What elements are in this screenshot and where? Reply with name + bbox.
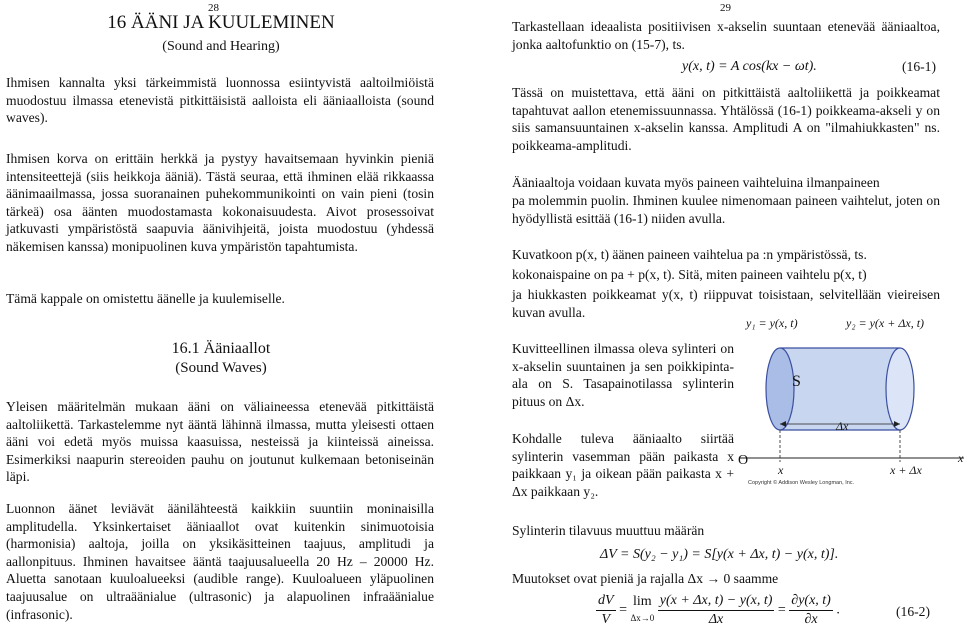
paragraph-cylinder: Kuvitteellinen ilmassa oleva sylinteri on x-akselin suuntainen ja sen poikkipinta-ala on S. Tasapainotilassa sylinterin pituus on Δx. (512, 341, 734, 409)
chapter-subtitle: (Sound and Hearing) (162, 39, 280, 54)
equation-number-16-1: (16-1) (902, 59, 936, 74)
figure-label-S: S (792, 373, 801, 390)
figure-label-origin: O (738, 453, 749, 468)
paragraph-hearing: Ihmisen korva on erittäin herkkä ja pystyy havaitsemaan hyvinkin pieniä intensiteettejä (siis heikkoja ääniä). Tästä seuraa, että ihminen elää rikkaassa äänimaailmassa, jossa suoranainen puhekommunikointi on vain pieni (tosin tärkeä) osa äänten muodostamasta kokonaisuudesta. Aivot prosessoivat jatkuvasti ympäristöstä saapuvia äänivihjeitä, joista muodostuu (yhdessä näkemisen kanssa) monipuolinen kuva ympäristön tapahtumista. (6, 151, 434, 254)
page-number-left: 28 (208, 2, 219, 14)
paragraph-definition: Yleisen määritelmän mukaan ääni on väliaineessa etenevää pitkittäistä aaltoliikettä. Tarkastelemme nyt ääntä lähinnä ilmassa, mutta yleisesti ottaen ääni voi edetä myös muissa kaasuissa, nesteissä ja kiinteissä aineissa. Esimerkiksi naapurin stereoiden pauhu on joutunut kulkemaan betoniseinän läpi. (6, 399, 434, 485)
paragraph-pressure-var-a: Kuvatkoon p(x, t) äänen paineen vaihtelua pa :n ympäristössä, ts. (512, 247, 867, 262)
equation-delta-v: ΔV = S(y₂ − y₁) = S[y(x + Δx, t) − y(x, t)]. (600, 547, 839, 562)
paragraph-pressure-a: Ääniaaltoja voidaan kuvata myös paineen vaihteluina ilmanpaineen (512, 175, 880, 190)
paragraph-pressure-var-c: ja hiukkasten poikkeamat y(x, t) riippuvat toisistaan, selvitellään vieireisen kuvan avulla. (512, 287, 940, 320)
figure-label-axis-x: x (958, 451, 964, 465)
paragraph-frequencies: Luonnon äänet leviävät äänilähteestä kaikkiin suuntiin moninaisilla amplitudella. Yksinkertaiset ääniaallot ovat kuitenkin sinimuotoisia (harmonisia) aaltoja, joilla on yksikäsitteinen taajuus, amplitudi ja aallonpituus. Ihminen havaitsee ääntä taajuusalueella 20 Hz – 20000 Hz. Aluetta sanotaan kuuloalueeksi (audible range). Kuuloalueen yläpuolinen taajuusalue on ultraäänialue (ultrasonic) ja alapuolinen infraäänialue (infrasonic). (6, 501, 434, 622)
figure-label-x: x (778, 463, 784, 477)
section-subtitle: (Sound Waves) (175, 360, 267, 376)
paragraph-wave-intro: Tarkastellaan ideaalista positiivisen x-akselin suuntaan etenevää ääniaaltoa, jonka aaltofunktio on (15-7), ts. (512, 19, 940, 52)
cylinder-figure (740, 338, 970, 488)
figure-label-x-plus-dx: x + Δx (890, 463, 922, 477)
figure-label-y2: y₂ = y(x + Δx, t) (846, 316, 925, 330)
page-number-right: 29 (720, 2, 731, 14)
equation-number-16-2: (16-2) (896, 604, 930, 619)
paragraph-pressure-b: pa molemmin puolin. Ihminen kuulee nimenomaan paineen vaihtelut, joten on hyödyllistä esittää (16-1) niiden avulla. (512, 193, 940, 226)
chapter-title: 16 ÄÄNI JA KUULEMINEN (107, 12, 335, 33)
paragraph-limit: Muutokset ovat pieniä ja rajalla Δx → 0 saamme (512, 571, 779, 586)
figure-copyright: Copyright © Addison Wesley Longman, Inc. (748, 480, 855, 486)
paragraph-displacement: Tässä on muistettava, että ääni on pitkittäistä aaltoliikettä ja poikkeamat tapahtuvat aallon etenemissuunnassa. Yhtälössä (16-1) poikkeama-akseli y on siis samansuuntainen x-akselin kanssa. Amplitudi A on "ilmahiukkasten" ns. poikkeama-amplitudi. (512, 85, 940, 153)
paragraph-intro: Ihmisen kannalta yksi tärkeimmistä luonnossa esiintyvistä aaltoilmiöistä muodostuu ilmassa etenevistä pitkittäisistä aalloista eli ääniaalloista (sound waves). (6, 75, 434, 126)
paragraph-pressure-var-b: kokonaispaine on pa + p(x, t). Sitä, miten paineen vaihtelu p(x, t) (512, 267, 867, 282)
cylinder-right-face (886, 348, 914, 430)
section-title: 16.1 Ääniaallot (171, 340, 271, 357)
cylinder-left-face (766, 348, 794, 430)
figure-label-dx: Δx (836, 419, 849, 433)
equation-16-2: $\frac{dV}{V}$ = lim Δx→0 $\frac{y(x + \Delta x, t) - y(x, t)}{\Delta x}$ = $\frac{\partial y(x, t)}{\partial x}$ . (598, 593, 840, 627)
paragraph-displacement-ends: Kohdalle tuleva ääniaalto siirtää sylinterin vasemman pään paikasta x paikkaan y₁ ja oikean pään paikasta x + Δx paikkaan y₂. (512, 431, 734, 499)
paragraph-dedication: Tämä kappale on omistettu äänelle ja kuulemiselle. (6, 291, 285, 306)
equation-16-1: y(x, t) = A cos(kx − ωt). (682, 59, 817, 74)
figure-label-y1: y₁ = y(x, t) (746, 316, 798, 330)
paragraph-volume: Sylinterin tilavuus muuttuu määrän (512, 523, 705, 538)
